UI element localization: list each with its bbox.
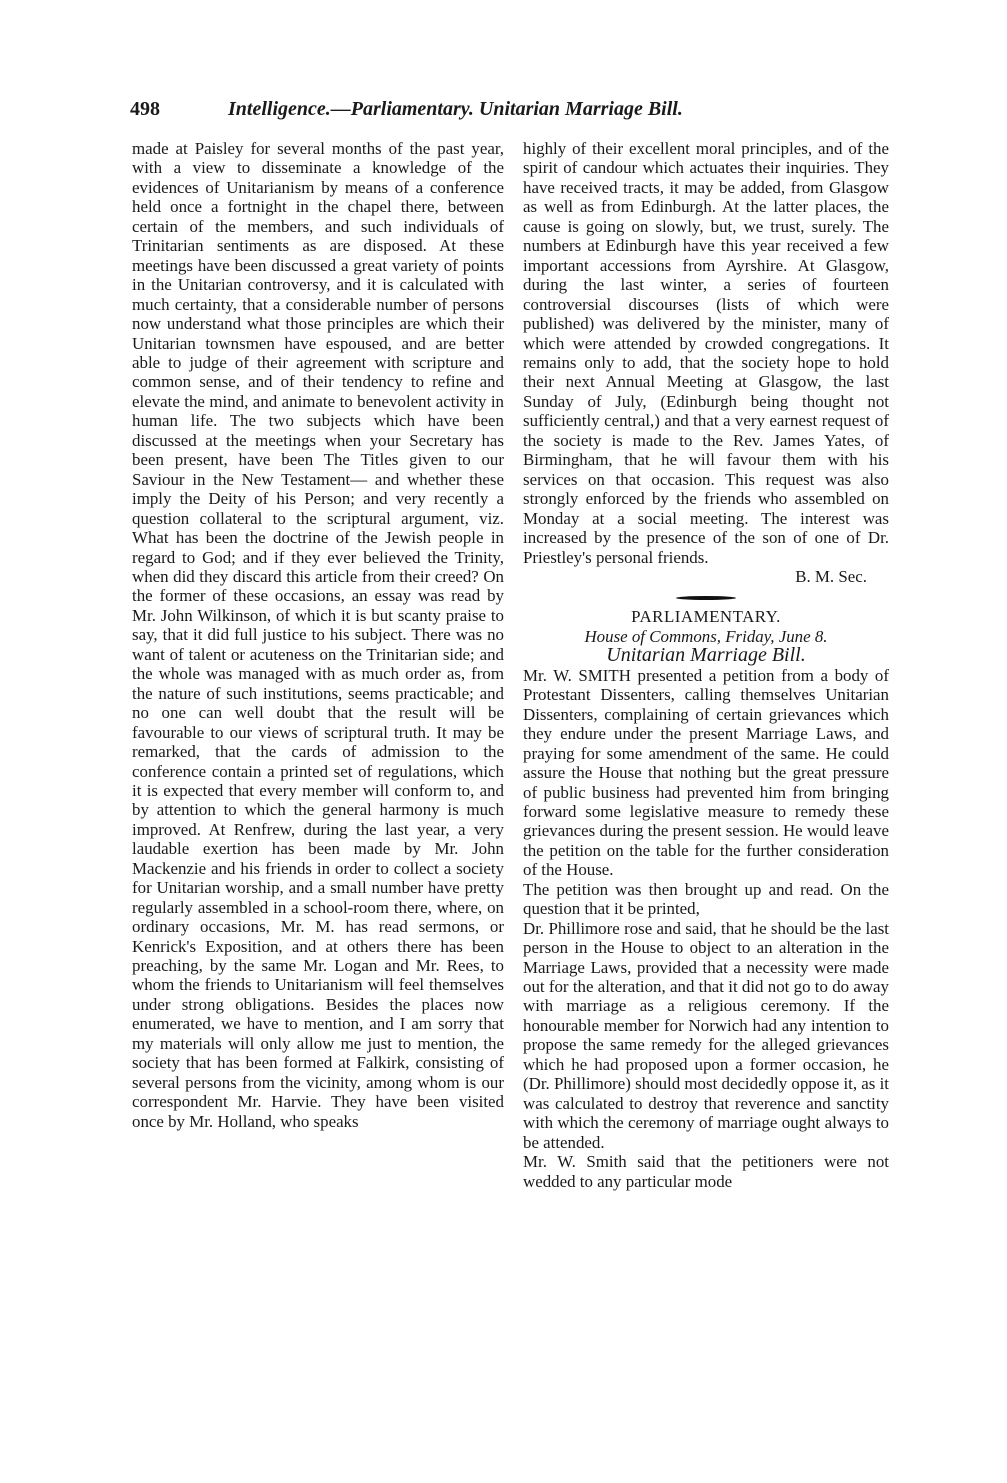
left-column-text: made at Paisley for several months of the past year, with a view to disseminate a knowledge of the evidences of Unitarianism by means of a conference held once a fortnight in the chapel there, between certain of the members, and such individuals of Trinitarian sentiments as are disposed. At these meetings have been discussed a great variety of points in the Unitarian controversy, and it is calculated with much certainty, that a considerable number of persons now understand what those principles are which their Unitarian townsmen have espoused, and are better able to judge of their agreement with scripture and common sense, and of their tendency to refine and elevate the mind, and animate to benevolent activity in human life. The two subjects which have been discussed at the meetings when your Secretary has been present, have been The Titles given to our Saviour in the New Testament— and whether these imply the Deity of his Person; and very recently a question collateral to the scriptural argument, viz. What has been the doctrine of the Jewish people in regard to God; and if they ever believed the Trinity, when did they discard this article from their creed? On the former of these occasions, an essay was read by Mr. John Wilkinson, of which it is but scanty praise to say, that it did full justice to his subject. There was no want of talent or acuteness on the Trinitarian side; and the whole was managed with as much order as, from the nature of such institutions, seems practicable; and no one can well doubt that the result will be favourable to our views of scriptural truth. It may be remarked, that the cards of admission to the conference contain a printed set of regulations, which it is expected that every member will conform to, and by attention to which the general harmony is much improved. At Renfrew, during the last year, a very laudable exertion has been made by Mr. John Mackenzie and his friends in order to collect a society for Unitarian worship, and a small number have pretty regularly assembled in a school-room there, where, on ordinary occasions, Mr. M. has read sermons, or Kenrick's Exposition, and at others there has been preaching, by the same Mr. Logan and Mr. Rees, to whom the friends to Unitarianism will feel themselves under strong obligations. Besides the places now enumerated, we have to mention, and I am sorry that my materials will only allow me just to mention, the society that has been formed at Falkirk, consisting of several persons from the vicinity, among whom is our correspondent Mr. Harvie. They have been visited once by Mr. Holland, who speaks [132, 139, 504, 1131]
section-heading: PARLIAMENTARY. [631, 607, 781, 627]
paragraph-smith-petition: Mr. W. SMITH presented a petition from a body of Protestant Dissenters, calling themselves Unitarian Dissenters, complaining of certain grievances which they endure under the present Marriage Laws, and praying for some amendment of the same. He could assure the House that nothing but the great pressure of public business had prevented him from bringing forward some legislative measure to remedy these grievances during the present session. He would leave the petition on the table for the further consideration of the House. [523, 665, 889, 880]
left-column [132, 139, 504, 1131]
signature: B. M. Sec. [795, 566, 867, 586]
running-title: Intelligence.—Parliamentary. Unitarian Marriage Bill. [228, 98, 683, 120]
page-number: 498 [130, 98, 160, 120]
right-column [523, 139, 889, 1191]
intelligence-continuation: highly of their excellent moral principles, and of the spirit of candour which actuates their inquiries. They have received tracts, it may be added, from Glasgow as well as from Edinburgh. At the latter places, the cause is going on slowly, but, we trust, surely. The numbers at Edinburgh have this year received a few important accessions from Ayrshire. At Glasgow, during the last winter, a series of fourteen controversial discourses (lists of which were published) was delivered by the minister, many of which were attended by crowded congregations. It remains only to add, that the society hope to hold their next Annual Meeting at Glasgow, the last Sunday of July, (Edinburgh being thought not sufficiently central,) and that a very earnest request of the society is made to the Rev. James Yates, of Birmingham, that he will favour them with his services on that occasion. This request was also strongly enforced by the friends who assembled on Monday at a social meeting. The interest was increased by the presence of the son of one of Dr. Priestley's personal friends. [523, 139, 889, 567]
paragraph-smith-reply: Mr. W. Smith said that the petitioners were not wedded to any particular mode [523, 1152, 889, 1191]
section-divider [676, 596, 736, 600]
paragraph-petition-read: The petition was then brought up and read. On the question that it be printed, [523, 879, 889, 919]
house-date-line: House of Commons, Friday, June 8. [584, 626, 828, 646]
running-header [130, 98, 890, 128]
bill-title: Unitarian Marriage Bill. [606, 644, 806, 667]
paragraph-phillimore: Dr. Phillimore rose and said, that he should be the last person in the House to object to an alteration in the Marriage Laws, provided that a necessity were made out for the alteration, and that it did not go to do away with marriage as a religious ceremony. If the honourable member for Norwich had any intention to propose the same remedy for the alleged grievances which he had proposed upon a former occasion, he (Dr. Phillimore) should most decidedly oppose it, as it was calculated to destroy that reverence and sanctity with which the ceremony of marriage ought always to be attended. [523, 918, 889, 1152]
